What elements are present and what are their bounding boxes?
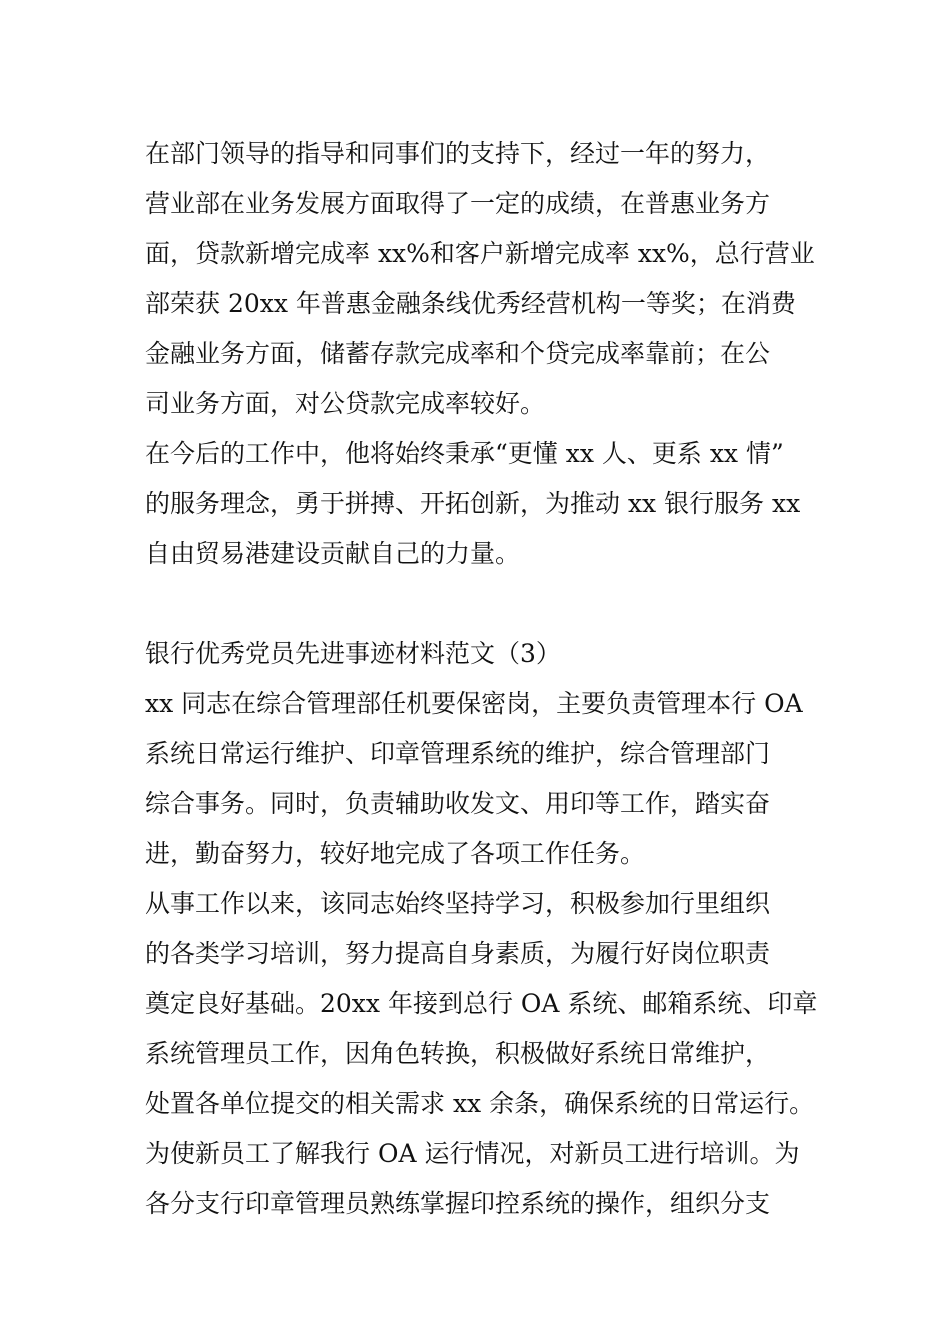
heading-text: 银行优秀党员先进事迹材料范文（3） bbox=[145, 639, 561, 668]
text-line: 营业部在业务发展方面取得了一定的成绩，在普惠业务方 bbox=[145, 189, 771, 218]
text-line: 奠定良好基础。20xx 年接到总行 OA 系统、邮箱系统、印章 bbox=[145, 989, 818, 1018]
text-line: 自由贸易港建设贡献自己的力量。 bbox=[145, 539, 521, 568]
text-line: 系统日常运行维护、印章管理系统的维护，综合管理部门 bbox=[145, 739, 771, 768]
text-line: 在今后的工作中，他将始终秉承“更懂 xx 人、更系 xx 情” bbox=[145, 439, 784, 468]
section-heading bbox=[145, 629, 825, 679]
text-line: 金融业务方面，储蓄存款完成率和个贷完成率靠前；在公 bbox=[145, 339, 771, 368]
paragraph-learning bbox=[145, 879, 825, 1229]
document-body bbox=[145, 129, 825, 1229]
paragraph-performance bbox=[145, 129, 825, 429]
text-line: 为使新员工了解我行 OA 运行情况，对新员工进行培训。为 bbox=[145, 1139, 800, 1168]
text-line: 进，勤奋努力，较好地完成了各项工作任务。 bbox=[145, 839, 646, 868]
paragraph-future-work bbox=[145, 429, 825, 579]
paragraph-spacer bbox=[145, 579, 825, 629]
text-line: 综合事务。同时，负责辅助收发文、用印等工作，踏实奋 bbox=[145, 789, 771, 818]
text-line: 系统管理员工作，因角色转换，积极做好系统日常维护， bbox=[145, 1039, 771, 1068]
text-line: 面，贷款新增完成率 xx%和客户新增完成率 xx%，总行营业 bbox=[145, 239, 815, 268]
text-line: 从事工作以来，该同志始终坚持学习，积极参加行里组织 bbox=[145, 889, 771, 918]
text-line: 的服务理念，勇于拼搏、开拓创新，为推动 xx 银行服务 xx bbox=[145, 489, 801, 518]
text-line: 在部门领导的指导和同事们的支持下，经过一年的努力， bbox=[145, 139, 771, 168]
text-line: 的各类学习培训，努力提高自身素质，为履行好岗位职责 bbox=[145, 939, 771, 968]
text-line: 司业务方面，对公贷款完成率较好。 bbox=[145, 389, 546, 418]
text-line: xx 同志在综合管理部任机要保密岗，主要负责管理本行 OA bbox=[145, 689, 803, 718]
text-line: 部荣获 20xx 年普惠金融条线优秀经营机构一等奖；在消费 bbox=[145, 289, 796, 318]
text-line: 各分支行印章管理员熟练掌握印控系统的操作，组织分支 bbox=[145, 1189, 771, 1218]
text-line: 处置各单位提交的相关需求 xx 余条，确保系统的日常运行。 bbox=[145, 1089, 815, 1118]
paragraph-role bbox=[145, 679, 825, 879]
